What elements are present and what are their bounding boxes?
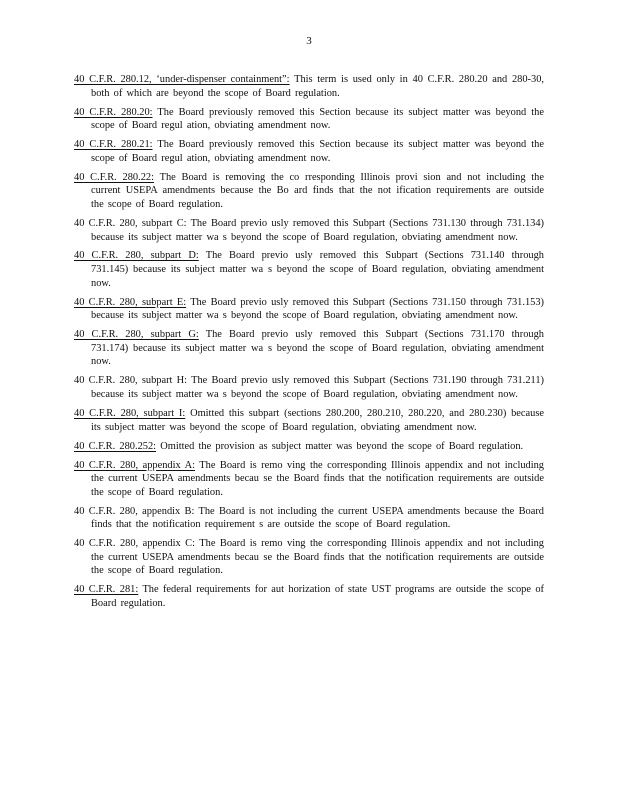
note-text: The Board previo usly removed this Subpart (Sections 731.170 through 731.174) because its subject matter wa s beyond the scope of Board regulation, obviating amendment now.	[91, 329, 544, 368]
citation: 40 C.F.R. 280, subpart D:	[74, 250, 199, 262]
note-entry	[74, 537, 544, 578]
note-text: The Board previo usly removed this Subpart (Sections 731.150 through 731.153) because its subject matter wa s beyond the scope of Board regulation, obviating amendment now.	[91, 296, 544, 322]
note-entry	[74, 296, 544, 323]
citation: 40 C.F.R. 280, subpart G:	[74, 329, 199, 341]
citation: 40 C.F.R. 280, subpart H:	[74, 375, 188, 387]
note-entry	[74, 328, 544, 369]
note-text: Omitted the provision as subject matter was beyond the scope of Board regulation.	[160, 440, 524, 452]
citation: 40 C.F.R. 280, appendix B:	[74, 505, 195, 517]
citation: 40 C.F.R. 280.20:	[74, 106, 153, 118]
note-text: The Board previo usly removed this Subpart (Sections 731.140 through 731.145) because its subject matter wa s beyond the scope of Board regulation, obviating amendment now.	[91, 250, 544, 289]
note-text: The Board previo usly removed this Subpart (Sections 731.130 through 731.134) because its subject matter wa s beyond the scope of Board regulation, obviating amendment now.	[91, 217, 544, 243]
note-entry	[74, 583, 544, 610]
amendment-notes-list	[74, 73, 544, 616]
citation: 40 C.F.R. 280, subpart I:	[74, 407, 186, 419]
note-entry	[74, 440, 544, 454]
note-entry	[74, 459, 544, 500]
citation: 40 C.F.R. 280.21:	[74, 139, 153, 151]
note-entry	[74, 171, 544, 212]
citation: 40 C.F.R. 280, subpart C:	[74, 217, 187, 229]
note-entry	[74, 217, 544, 244]
note-text: The Board previo usly removed this Subpart (Sections 731.190 through 731.211) because its subject matter wa s beyond the scope of Board regulation, obviating amendment now.	[91, 375, 545, 400]
citation: 40 C.F.R. 281:	[74, 584, 139, 596]
note-entry	[74, 374, 544, 401]
note-text: The Board is remo ving the corresponding Illinois appendix and not including the current USEPA amendments becau se the Board finds that the notification requirements are outside the scope of Board regulation.	[91, 538, 544, 577]
note-entry	[74, 505, 544, 532]
note-text: The Board is not including the current USEPA amendments because the Board finds that the notification requirement s are outside the scope of Board regulation.	[91, 505, 544, 531]
note-entry	[74, 249, 544, 290]
note-text: This term is used only in 40 C.F.R. 280.20 and 280-30, both of which are beyond the scope of Board regulation.	[91, 74, 544, 99]
note-text: The Board previously removed this Section because its subject matter was beyond the scope of Board regul ation, obviating amendment now.	[91, 139, 544, 164]
note-entry	[74, 407, 544, 434]
citation: 40 C.F.R. 280.22:	[74, 171, 154, 183]
note-entry	[74, 73, 544, 100]
note-entry	[74, 106, 544, 133]
note-text: Omitted this subpart (sections 280.200, 280.210, 280.220, and 280.230) because its subject matter was beyond the scope of Board regulation, obviating amendment now.	[91, 407, 544, 433]
note-text: The federal requirements for aut horization of state UST programs are outside the scope of Board regulation.	[91, 584, 545, 610]
citation: 40 C.F.R. 280.252:	[74, 440, 157, 452]
page-number: 3	[306, 35, 312, 47]
note-text: The Board is removing the co rresponding Illinois provi sion and not including the current USEPA amendments because the Bo ard finds that the not ification requirements are outside the scope of Board regulation.	[91, 171, 544, 210]
citation: 40 C.F.R. 280, appendix A:	[74, 459, 195, 471]
citation: 40 C.F.R. 280, subpart E:	[74, 296, 187, 308]
citation: 40 C.F.R. 280, appendix C:	[74, 538, 195, 550]
note-text: The Board previously removed this Section because its subject matter was beyond the scope of Board regul ation, obviating amendment now.	[91, 106, 544, 132]
note-entry	[74, 138, 544, 165]
citation: 40 C.F.R. 280.12, ‘under-dispenser containment”:	[74, 74, 290, 85]
note-text: The Board is remo ving the corresponding Illinois appendix and not including the current USEPA amendments becau se the Board finds that the notification requirements are outside the scope of Board regulation.	[91, 459, 544, 498]
